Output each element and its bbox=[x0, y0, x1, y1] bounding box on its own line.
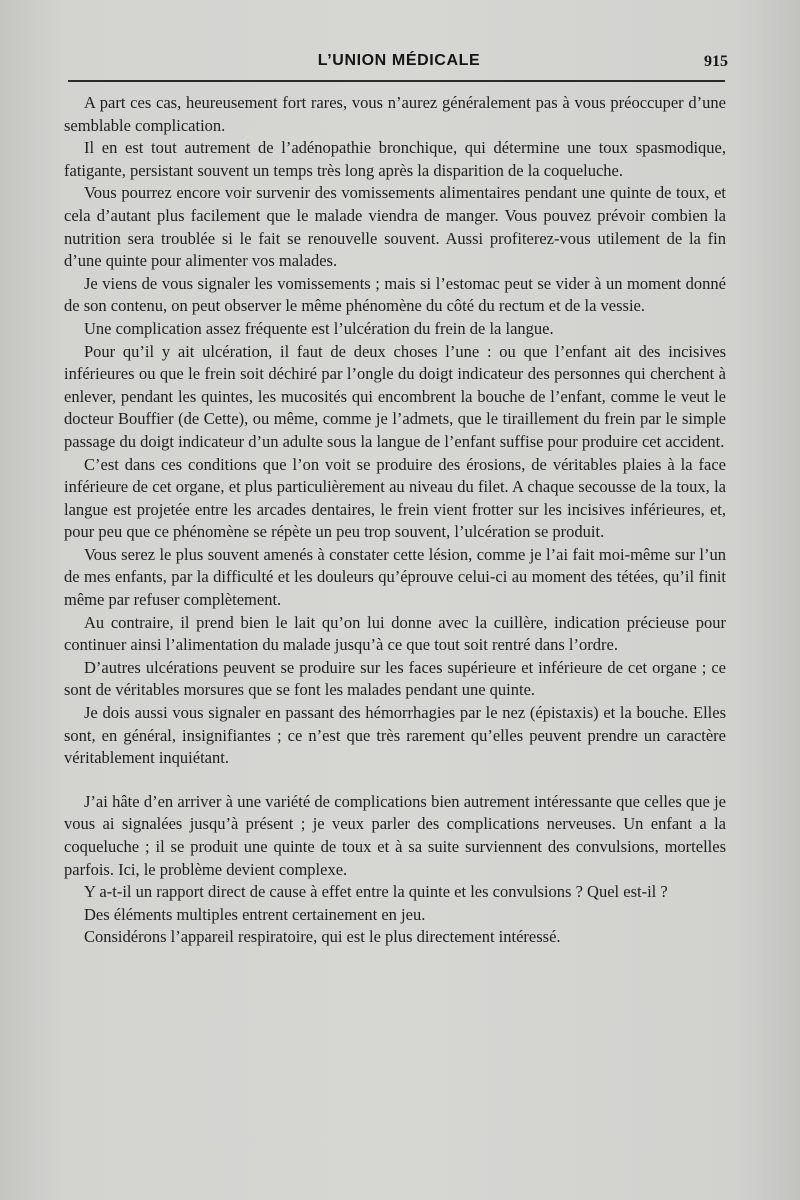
paragraph: Y a-t-il un rapport direct de cause à effet entre la quinte et les convulsions ? Quel est-il ? bbox=[84, 882, 668, 902]
paragraph: Considérons l’appareil respiratoire, qui est le plus directement intéressé. bbox=[84, 927, 561, 947]
page-number: 915 bbox=[704, 53, 728, 70]
paragraph: Une complication assez fréquente est l’ulcération du frein de la langue. bbox=[84, 318, 554, 338]
paragraph: Vous serez le plus souvent amenés à constater cette lésion, comme je l’ai fait moi-même sur l’un de mes enfants, par la difficulté et les douleurs qu’éprouve celui-ci au moment des tétées, qu’il finit même par refuser complètement. bbox=[64, 544, 726, 610]
page-header bbox=[70, 52, 728, 76]
paragraph: Vous pourrez encore voir survenir des vomissements alimentaires pendant une quinte de toux, et cela d’autant plus facilement que le malade viendra de manger. Vous pouvez prévoir combien la nutrition sera troublée si le fait se renouvelle souvent. Aussi profiterez-vous utilement de la fin d’une quinte pour alimenter vos malades. bbox=[64, 183, 726, 271]
body-text bbox=[64, 92, 726, 949]
paragraph: J’ai hâte d’en arriver à une variété de complications bien autrement intéressante que celles que je vous ai signalées jusqu’à présent ; je veux parler des complications nerveuses. Un enfant a la coqueluche ; il se produit une quinte de toux et à sa suite surviennent des convulsions, mortelles parfois. Ici, le problème devient complexe. bbox=[64, 791, 726, 879]
paragraph: Je dois aussi vous signaler en passant des hémorrhagies par le nez (épistaxis) et la bouche. Elles sont, en général, insignifiantes ; ce n’est que très rarement qu’elles peuvent prendre un caractère véritablement inquiétant. bbox=[64, 703, 726, 768]
header-rule bbox=[68, 80, 725, 82]
paragraph: Au contraire, il prend bien le lait qu’on lui donne avec la cuillère, indication précieuse pour continuer ainsi l’alimentation du malade jusqu’à ce que tout soit rentré dans l’ordre. bbox=[64, 612, 726, 655]
paragraph: Des éléments multiples entrent certainement en jeu. bbox=[84, 904, 426, 924]
paragraph: C’est dans ces conditions que l’on voit se produire des érosions, de véritables plaies à la face inférieure de cet organe, et plus particulièrement au niveau du filet. A chaque secousse de la toux, la langue est projetée entre les arcades dentaires, le frein vient frotter sur les incisives inférieures, et, pour peu que ce phénomène se répète un peu trop souvent, l’ulcération se produit. bbox=[64, 454, 726, 542]
paragraph: D’autres ulcérations peuvent se produire sur les faces supérieure et inférieure de cet organe ; ce sont de véritables morsures que se font les malades pendant une quinte. bbox=[64, 657, 726, 700]
paragraph: Pour qu’il y ait ulcération, il faut de deux choses l’une : ou que l’enfant ait des incisives inférieures ou que le frein soit déchiré par l’ongle du doigt indicateur des personnes qui cherchent à enlever, pendant les quintes, les mucosités qui encombrent la bouche de l’enfant, comme le veut le docteur Bouffier (de Cette), ou même, comme je l’admets, que le tiraillement du frein par le simple passage du doigt indicateur d’un adulte sous la langue de l’enfant suffise pour produire cet accident. bbox=[64, 341, 726, 451]
paragraph: A part ces cas, heureusement fort rares, vous n’aurez généralement pas à vous préoccuper d’une semblable complication. bbox=[64, 93, 726, 135]
running-title: L’UNION MÉDICALE bbox=[317, 52, 481, 69]
paragraph: Il en est tout autrement de l’adénopathie bronchique, qui détermine une toux spasmodique, fatigante, persistant souvent un temps très long après la disparition de la coqueluche. bbox=[64, 138, 726, 180]
paragraph: Je viens de vous signaler les vomissements ; mais si l’estomac peut se vider à un moment donné de son contenu, on peut observer le même phénomène du côté du rectum et de la vessie. bbox=[64, 273, 726, 316]
